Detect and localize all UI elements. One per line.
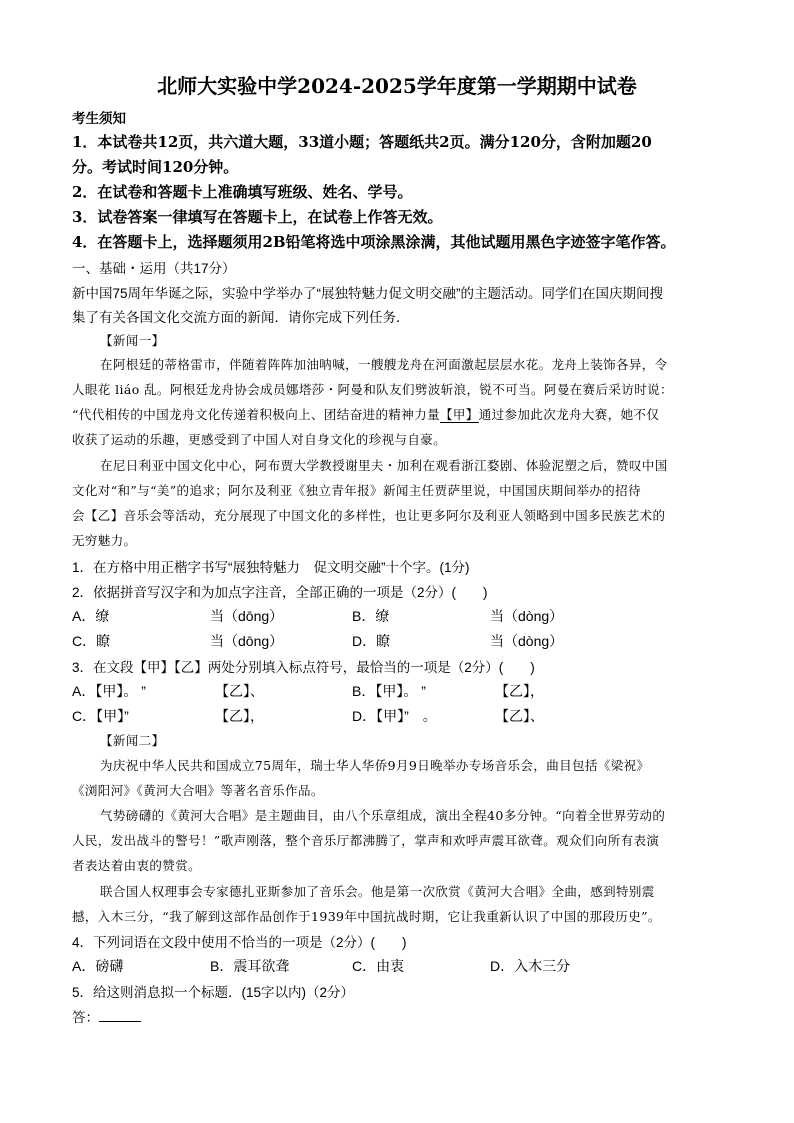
q2-option-a-pinyin: 当（dōng） <box>210 608 284 624</box>
section1-intro-1: 新中国75周年华诞之际，实验中学举办了“展独特魅力促文明交融”的主题活动。同学们在国庆期间搜 <box>72 286 664 301</box>
notice-item-4: 4．在答题卡上，选择题须用2B铅笔将选中项涂黑涂满，其他试题用黑色字迹签字笔作答。 <box>72 233 676 251</box>
q3-option-a-yi: 【乙】、 <box>215 683 264 699</box>
news2-tag: 【新闻二】 <box>100 733 165 748</box>
q3-option-d: D．【甲】” 。 <box>352 708 437 724</box>
q4-option-b: B．震耳欲聋 <box>210 958 290 974</box>
question-2: 2．依据拼音写汉字和为加点字注音，全部正确的一项是（2分）( ) <box>72 585 488 600</box>
section1-heading: 一、基础・运用（共17分） <box>72 261 236 276</box>
q2-option-b: B．缭 <box>352 608 390 624</box>
question-3: 3．在文段【甲】【乙】两处分别填入标点符号，最恰当的一项是（2分）( ) <box>72 660 535 675</box>
q2-option-a: A．缭 <box>72 608 110 624</box>
news2-p2-line1: 气势磅礴的《黄河大合唱》是主题曲目，由八个乐章组成，演出全程40多分钟。“向着全世界劳动的 <box>100 808 666 823</box>
news1-p2-line1: 在尼日利亚中国文化中心，阿布贾大学教授谢里夫・加利在观看浙江婺剧、体验泥塑之后，赞叹中国 <box>100 458 668 473</box>
q2-option-c: C．瞭 <box>72 633 111 649</box>
news1-p2-line2: 文化对“和”与“美”的追求；阿尔及利亚《独立青年报》新闻主任贾萨里说，中国国庆期间举办的招待 <box>72 483 641 498</box>
news1-p1-line4: 收获了运动的乐趣，更感受到了中国人对自身文化的珍视与自豪。 <box>72 432 447 447</box>
q3-option-d-yi: 【乙】、 <box>495 708 544 724</box>
q3-option-b-yi: 【乙】， <box>495 683 544 699</box>
q3-option-c-yi: 【乙】， <box>215 708 264 724</box>
news2-p1-line1: 为庆祝中华人民共和国成立75周年，瑞士华人华侨9月9日晚举办专场音乐会，曲目包括《梁祝》 <box>100 758 650 773</box>
news2-p2-line3: 者表达着由衷的赞赏。 <box>72 858 202 873</box>
question-1: 1．在方格中用正楷字书写“展独特魅力 促文明交融”十个字。(1分) <box>72 560 470 575</box>
q2-option-d-pinyin: 当（dòng） <box>490 633 564 649</box>
news1-tag: 【新闻一】 <box>100 333 165 348</box>
news2-p1-line2: 《浏阳河》《黄河大合唱》等著名音乐作品。 <box>72 783 324 798</box>
news2-p3-line1: 联合国人权理事会专家德扎亚斯参加了音乐会。他是第一次欣赏《黄河大合唱》全曲，感到特别震 <box>100 884 655 899</box>
notice-item-1-cont: 分。考试时间120分钟。 <box>72 158 239 176</box>
q4-option-c: C．由衷 <box>352 958 405 974</box>
news1-p2-line4: 无穷魅力。 <box>72 533 137 548</box>
section1-intro-2: 集了有关各国文化交流方面的新闻．请你完成下列任务． <box>72 310 410 325</box>
answer-row <box>72 1006 141 1026</box>
news2-p2-line2: 人民，发出战斗的警号！”歌声刚落，整个音乐厅都沸腾了，掌声和欢呼声震耳欲聋。观众们向所有表演 <box>72 833 660 848</box>
q2-option-b-pinyin: 当（dòng） <box>490 608 564 624</box>
news1-p2-line3: 会【乙】音乐会等活动，充分展现了中国文化的多样性，也让更多阿尔及利亚人领略到中国多民族艺术的 <box>72 508 666 523</box>
answer-label: 答： <box>72 1010 99 1025</box>
notice-item-1: 1．本试卷共12页，共六道大题，33道小题；答题纸共2页。满分120分，含附加题20 <box>72 133 652 151</box>
news1-p1-line2: 人眼花 liáo 乱。阿根廷龙舟协会成员娜塔莎・阿曼和队友们劈波斩浪，锐不可当。阿曼在赛后采访时说： <box>72 382 673 397</box>
question-5: 5．给这则消息拟一个标题．(15字以内)（2分） <box>72 985 355 1000</box>
q2-option-d: D．瞭 <box>352 633 391 649</box>
news1-p1-line3 <box>72 405 659 423</box>
question-4: 4．下列词语在文段中使用不恰当的一项是（2分）( ) <box>72 935 407 950</box>
jia-marker: 【甲】 <box>440 407 479 422</box>
news1-p1-line1: 在阿根廷的蒂格雷市，伴随着阵阵加油呐喊，一艘艘龙舟在河面激起层层水花。龙舟上装饰各异，令 <box>100 357 668 372</box>
news2-p3-line2: 撼，入木三分，“我了解到这部作品创作于1939年中国抗战时期，它让我重新认识了中国的那段历史”。 <box>72 909 661 924</box>
news1-p1-line3-tail: 通过参加此次龙舟大赛，她不仅 <box>478 407 660 422</box>
news1-p1-line3-text: “代代相传的中国龙舟文化传递着积极向上、团结奋进的精神力量 <box>72 407 440 422</box>
notice-heading: 考生须知 <box>72 111 126 127</box>
answer-blank[interactable] <box>99 1009 141 1022</box>
q4-option-d: D．入木三分 <box>490 958 571 974</box>
notice-item-3: 3．试卷答案一律填写在答题卡上，在试卷上作答无效。 <box>72 208 443 226</box>
page-title: 北师大实验中学2024-2025学年度第一学期期中试卷 <box>157 74 637 98</box>
notice-item-2: 2．在试卷和答题卡上准确填写班级、姓名、学号。 <box>72 183 413 201</box>
q3-option-c: C．【甲】” <box>72 708 129 724</box>
q2-option-c-pinyin: 当（dōng） <box>210 633 284 649</box>
q3-option-b: B．【甲】。 ” <box>352 683 426 699</box>
q3-option-a: A．【甲】。 ” <box>72 683 146 699</box>
q4-option-a: A．磅礴 <box>72 958 124 974</box>
